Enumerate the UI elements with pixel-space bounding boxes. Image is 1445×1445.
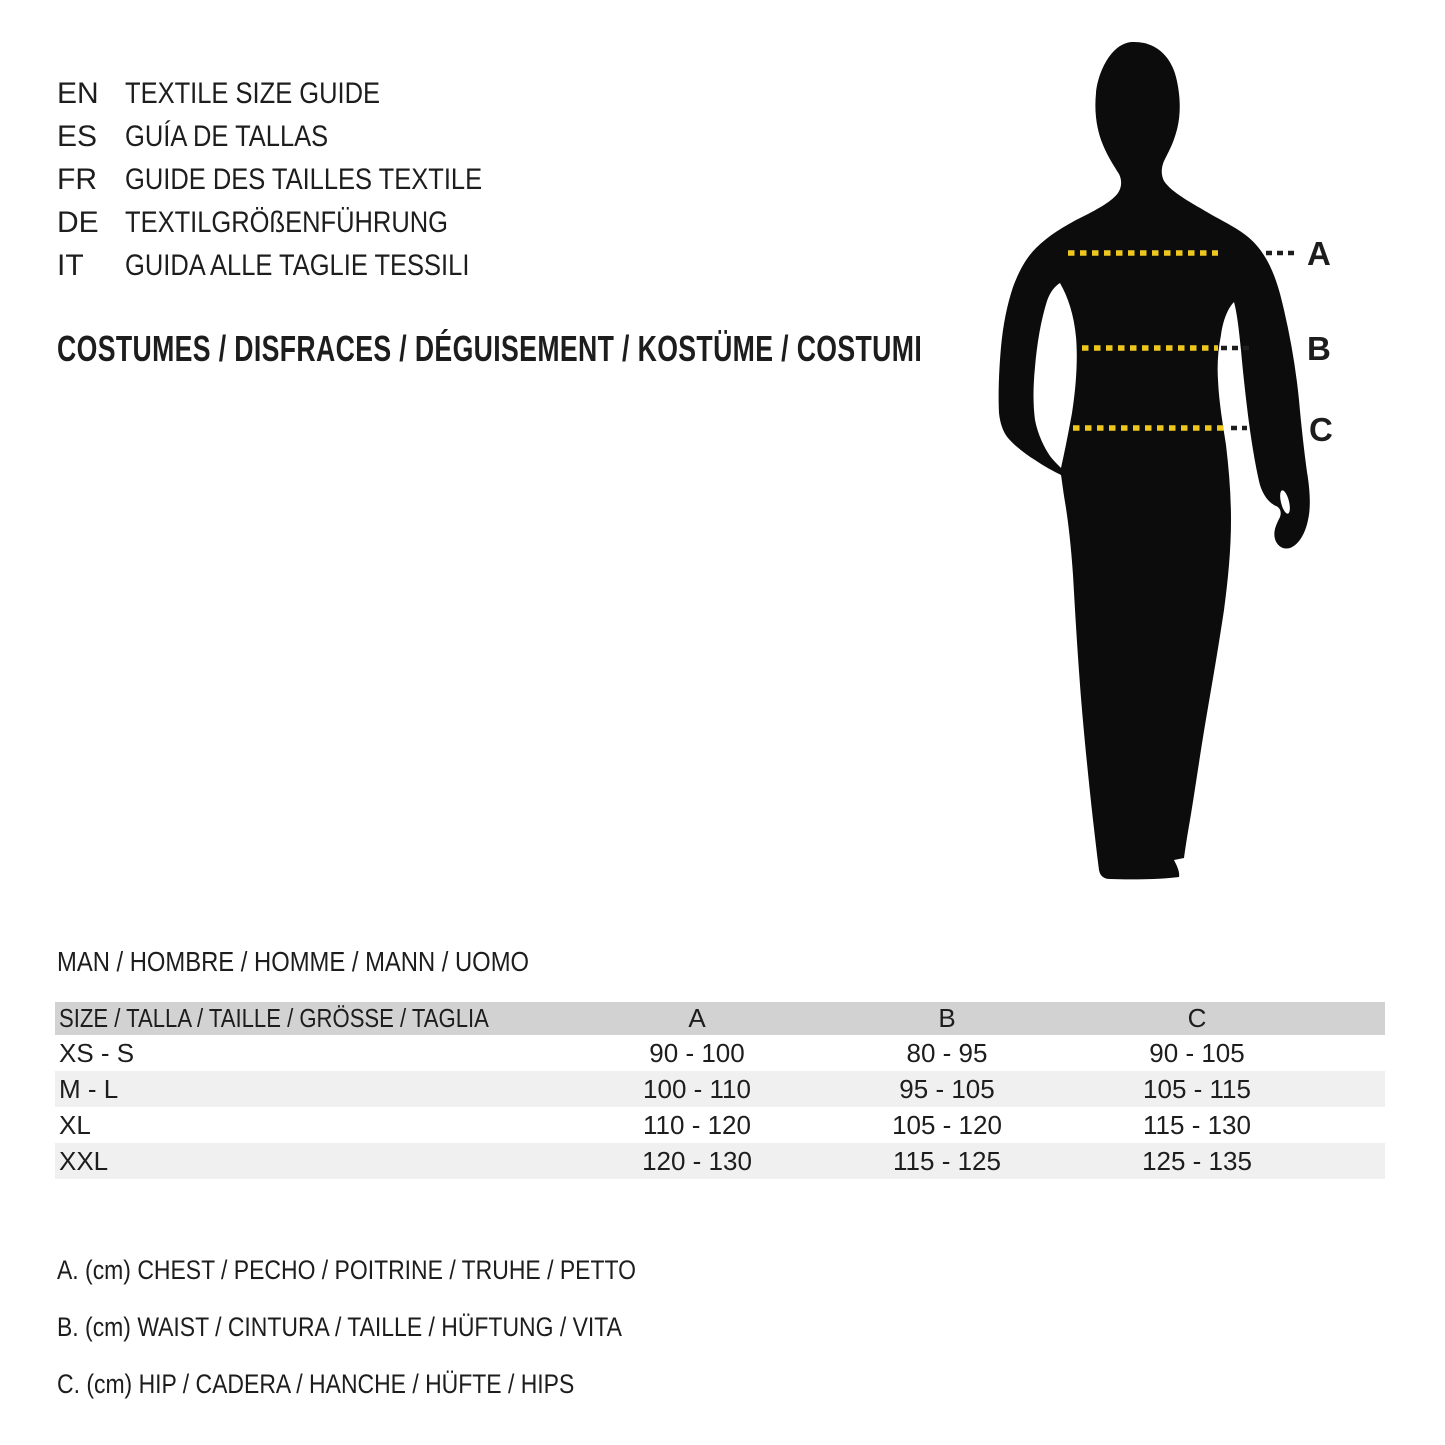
language-label: GUIDE DES TAILLES TEXTILE <box>125 163 483 196</box>
language-row-it <box>57 244 545 287</box>
language-row-de <box>57 201 545 244</box>
language-row-en <box>57 72 545 115</box>
table-row-xs-s <box>55 1035 1385 1071</box>
size-table-header-row <box>55 1002 1385 1035</box>
table-row-m-l <box>55 1071 1385 1107</box>
col-header-b: B <box>938 1003 956 1033</box>
measure-label-c: C <box>1309 411 1333 448</box>
value-c: 115 - 130 <box>1143 1109 1251 1140</box>
language-row-es <box>57 115 545 158</box>
size-header-cell: SIZE / TALLA / TAILLE / GRÖSSE / TAGLIA <box>59 1003 489 1033</box>
man-silhouette-figure <box>960 25 1445 930</box>
language-code: FR <box>57 163 97 196</box>
value-a: 120 - 130 <box>642 1145 752 1176</box>
value-b: 80 - 95 <box>906 1037 988 1068</box>
size-cell: XS - S <box>59 1037 135 1068</box>
language-list <box>57 72 545 287</box>
language-code: DE <box>57 206 99 239</box>
section-title-man: MAN / HOMBRE / HOMME / MANN / UOMO <box>57 946 530 977</box>
size-cell: XL <box>59 1109 91 1140</box>
value-a: 90 - 100 <box>649 1037 745 1068</box>
size-table <box>55 1002 1385 1179</box>
language-code: ES <box>57 120 98 153</box>
value-c: 105 - 115 <box>1143 1073 1251 1104</box>
value-c: 125 - 135 <box>1142 1145 1252 1176</box>
value-a: 110 - 120 <box>643 1109 751 1140</box>
language-code: EN <box>57 77 99 110</box>
man-silhouette-svg <box>960 25 1445 930</box>
language-label: TEXTILE SIZE GUIDE <box>125 77 381 110</box>
legend-waist: B. (cm) WAIST / CINTURA / TAILLE / HÜFTUNG / VITA <box>57 1312 622 1342</box>
measure-label-a: A <box>1307 235 1331 272</box>
table-row-xxl <box>55 1143 1385 1179</box>
value-c: 90 - 105 <box>1149 1037 1245 1068</box>
language-label: GUIDA ALLE TAGLIE TESSILI <box>125 249 470 282</box>
value-b: 115 - 125 <box>893 1145 1001 1176</box>
category-title: COSTUMES / DISFRACES / DÉGUISEMENT / KOSTÜME / COSTUMI <box>57 328 923 369</box>
table-row-xl <box>55 1107 1385 1143</box>
man-silhouette <box>999 42 1310 879</box>
language-label: GUÍA DE TALLAS <box>125 120 329 153</box>
language-label: TEXTILGRÖßENFÜHRUNG <box>125 206 449 239</box>
col-header-a: A <box>688 1003 706 1033</box>
col-header-c: C <box>1187 1003 1207 1033</box>
language-row-fr <box>57 158 545 201</box>
legend-hip: C. (cm) HIP / CADERA / HANCHE / HÜFTE / HIPS <box>57 1369 575 1399</box>
value-b: 95 - 105 <box>899 1073 995 1104</box>
size-cell: M - L <box>59 1073 119 1104</box>
value-a: 100 - 110 <box>643 1073 751 1104</box>
size-cell: XXL <box>59 1145 109 1176</box>
language-code: IT <box>57 249 84 282</box>
legend-chest: A. (cm) CHEST / PECHO / POITRINE / TRUHE / PETTO <box>57 1255 636 1285</box>
measure-label-b: B <box>1307 330 1331 367</box>
measurement-legend <box>57 1242 738 1413</box>
value-b: 105 - 120 <box>892 1109 1002 1140</box>
